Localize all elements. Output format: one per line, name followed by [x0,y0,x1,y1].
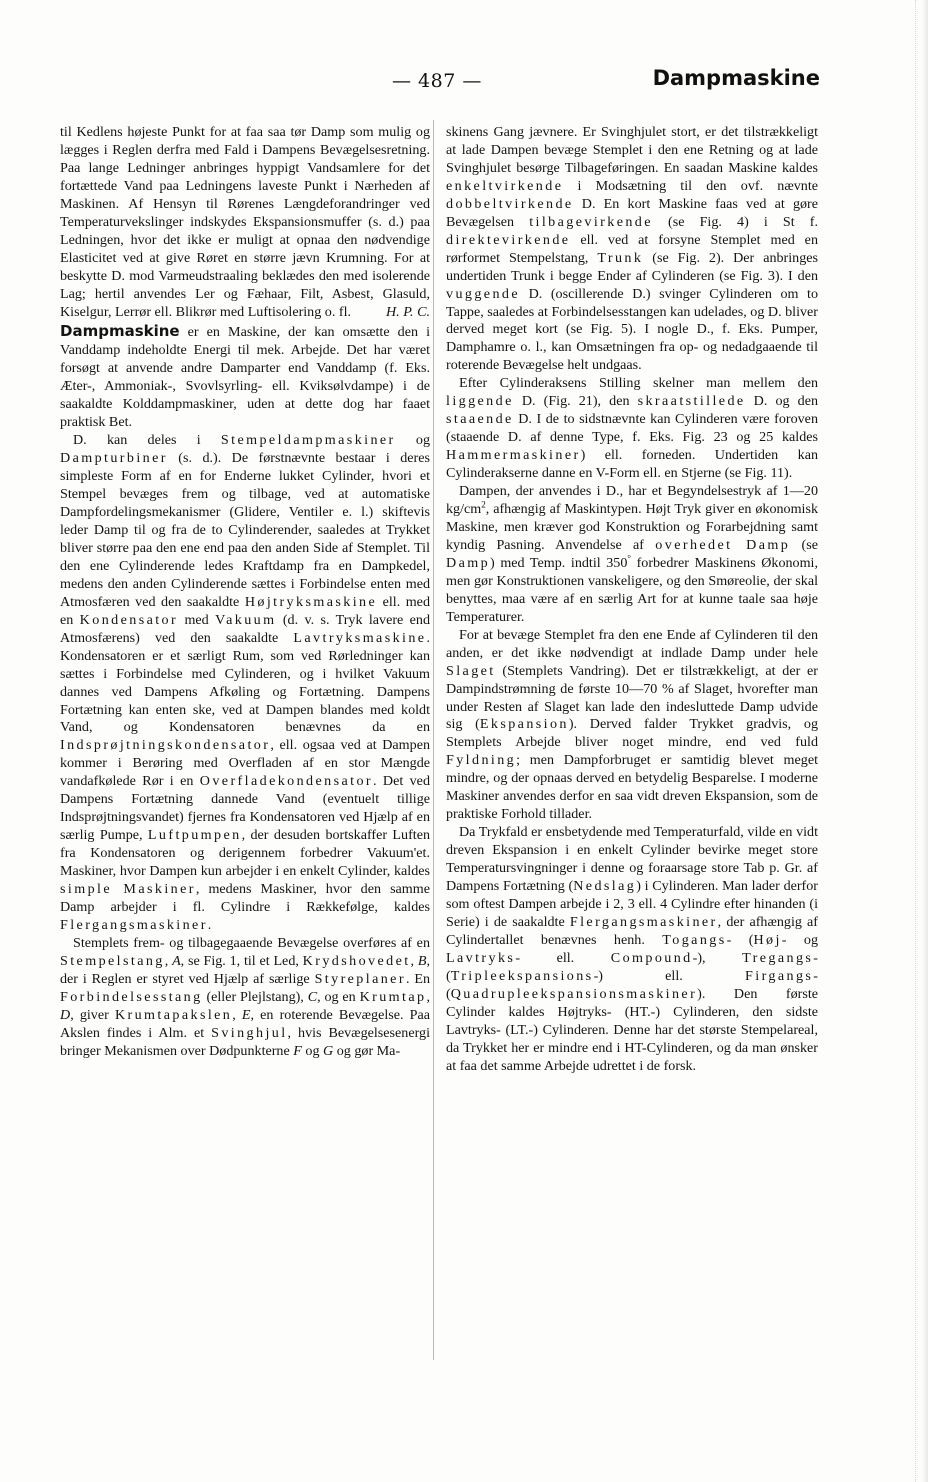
paragraph-text: til Kedlens højeste Punkt for at faa saa tør Damp som mulig og lægges i Reglen derfra med Fald i Dampens Bevægelsesretning. Paa lange Ledninger anbringes hyppigt Vandsamlere for det fortættede Vand paa Ledningens laveste Punkt i Nærheden af Maskinen. Af Hensyn til Rørenes Længdeforandringer ved Temperaturvekslinger indskydes Ekspansionsmuffer (s. d.) paa Ledningen, hvor det ikke er muligt at opnaa den nødvendige Elasticitet ved at give Røret en større jævn Krumning. For at beskytte D. mod Varmeudstraaling beklædes den med isolerende Lag; hertil anvendes Ler og Fæhaar, Filt, Asbest, Glasuld, Kiselgur, Lerrør ell. Blikrør med Luftisolering o. fl. [60,124,430,320]
spaced-term: Vakuum [215,611,277,628]
figure-letter: A [172,952,181,969]
paragraph-text: er en Maskine, der kan omsætte den i Vanddamp indeholdte Energi til mek. Arbejde. Det har været forsøgt at anvende andre Damparter end Vanddamp (f. Eks. Æter-, Ammoniak-, Svovlsyrling- ell. Kviksølvdampe) i de saakaldte Kolddampmaskiner, uden at dette dog har faaet praktisk Bet. [60,324,430,431]
text: ; men Dampforbruget er samtidig blevet meget mindre, og der opnaas derved en betydelig Besparelse. I moderne Maskiner anvendes derfor en saa vidt dreven Ekspansion, som de praktiske Forhold tillader. [446,752,818,823]
text: ell. med en [60,593,430,628]
running-head: Dampmaskine [652,66,820,90]
spaced-term: Flergangsmaskiner [569,913,718,930]
text: , se Fig. 1, til et Led, [180,952,303,969]
text: , [410,952,418,969]
text: D. kan deles i [73,432,221,449]
text: . En [405,970,431,987]
text: (eller Plejlstang), [202,988,308,1005]
text: ell. ved at forsyne Stemplet med en rørformet Stempelstang, [446,231,818,266]
text: D. En kort Maskine faas ved at gøre Bevægelsen [446,195,818,230]
entry-headword: Dampmaskine [60,322,180,341]
text: . Det ved Dampens Fortætning dannede Vand (eventuelt tillige Indsprøjtningsvandet) fjernes fra Kondensatoren ved Hjælp af en særlig Pumpe, [60,773,430,844]
text: , der desuden bortskaffer Luften fra Kondensatoren og derigennem forbedrer Vakuum'et. Maskiner, hvor Dampen kun arbejder i en enkelt Cylinder, kaldes [60,827,430,880]
text: , [164,952,173,969]
paragraph [446,483,818,627]
paragraph [60,935,430,1061]
spaced-term: Nedslag [573,878,637,895]
paragraph [446,824,818,1075]
superscript: ° [627,553,631,564]
spaced-term: skraatstillede [637,393,746,410]
spaced-term: Krumtapakslen [114,1006,233,1023]
text: (s. d.). De førstnævnte bestaar i deres simpleste Form af en for Enderne lukket Cylinder, hvori et Stempel bevæges frem og tilbage, ved at automatiske Dampfordelingsmekanismer (Glidere, Ventiler e. l.) skiftevis leder Damp til og fra de to Cylinderender, saaledes at Trykket bliver større paa den ene end paa den anden Side af Stemplet. Til den ene Cylinderende ledes Kraftdamp fra en Dampkedel, medens den anden Cylinderende sættes i Forbindelse enten med Atmosfæren ved den saakaldte [60,450,430,610]
scan-edge-shadow [922,0,928,1482]
spaced-term: Lavtryks [446,949,516,966]
spaced-term: Trunk [597,249,644,266]
text: og [301,1042,324,1059]
text: (Stemplets Vandring). Det er tilstrækkeligt, at der er Dampindstrømning de første 10—70 % af Slaget, hvorefter man under Resten af Slaget kan lade den indesluttede Damp udvide sig ( [446,662,818,733]
text: Stemplets frem- og tilbagegaaende Bevægelse overføres af en [73,934,430,951]
spaced-term: Dampturbiner [60,450,168,467]
spaced-term: Overfladekondensator [199,773,374,790]
text: , en roterende Bevægelse. Paa Akslen findes i Alm. et [60,1006,430,1041]
spaced-term: Hammermaskiner [446,447,581,464]
spaced-term: Højtryksmaskine [244,593,378,610]
text: ) i Cylinderen. Man lader derfor som oftest Dampen arbejde i 2, 3 ell. 4 Cylindre efter hinanden (i Serie) i de saakaldte [446,878,818,930]
entry-paragraph [60,323,430,432]
text: , ell. ogsaa ved at Dampen kommer i Berøring med Overfladen af en stor Mængde vandafkølede Rør i en [60,737,430,790]
spaced-term: Stempelstang [60,952,165,969]
text: , der afhængig af Cylindertallet benævnes henh. [446,913,818,948]
spaced-term: Stempeldampmaskiner [220,432,396,449]
spaced-term: enkeltvirkende [446,177,564,194]
spaced-term: simple Maskiner [60,881,196,898]
text: og gør Ma- [333,1042,401,1059]
spaced-term: Høj [753,931,782,948]
spaced-term: Lavtryksmaskine [293,629,427,646]
spaced-term: Krydshovedet [302,952,411,969]
author-signature: H. P. C. [386,303,430,320]
text: - ( [446,949,818,984]
text: D. I de to sidstnævnte kan Cylinderen være foroven (staaende D. af denne Type, f. Eks. Fig. 23 og 25 kaldes [446,411,818,446]
paragraph [60,432,430,935]
text: - ell. [515,949,611,966]
spaced-term: Forbindelsesstang [60,988,203,1005]
text: og [395,432,430,449]
paragraph [60,124,430,321]
right-column [446,124,818,1076]
spaced-term: Tregangs [742,949,814,966]
spaced-term: Kondensator [79,611,179,628]
text: Efter Cylinderaksens Stilling skelner man mellem den [459,375,818,392]
text: (d. v. s. Tryk lavere end Atmosfærens) ved den saakaldte [60,611,431,646]
spaced-term: direktevirkende [446,231,571,248]
text: ) med Temp. indtil 350 [490,554,628,571]
spaced-term: liggende [446,393,514,410]
text: ). Derved falder Trykket gradvis, og Stemplets Arbejde bliver noget mindre, end ved fuld [446,716,818,751]
text: - ( [726,931,754,948]
spaced-term: Svinghjul [211,1024,288,1041]
text: ) ell. forneden. Undertiden kan Cylinderakserne danne en V-Form ell. en Stjerne (se Fig. 11). [446,447,818,482]
text: , der i Reglen er styret ved Hjælp af særlige [60,952,430,987]
spaced-term: Flergangsmaskiner [60,916,208,933]
paragraph [446,627,818,824]
text: skinens Gang jævnere. Er Svinghjulet stort, er det tilstrækkeligt at lade Dampen bevæge Stemplet i den ene Retning og at lade Svinghjulet besørge Tilbageføringen. En saadan Maskine kaldes [446,124,818,176]
spaced-term: Firgangs [745,967,814,984]
text: ). Den første Cylinder kaldes Højtryks- (HT.-) Cylinderen, den sidste Lavtryks- (LT.-) Cylinderen. Denne har det største Stempelareal, da Trykket her er mindre end i HT-Cylinderen, og da man ønsker at faa det samme Arbejde udrettet i de forsk. [446,985,818,1074]
text: , [232,1006,242,1023]
text: For at bevæge Stemplet fra den ene Ende af Cylinderen til den anden, er det ikke nødvendigt at indlade Damp under hele [446,626,818,661]
text: D. og den [745,393,818,410]
text: Da Trykfald er ensbetydende med Temperaturfald, vilde en vidt dreven Ekspansion i en enkelt Cylinder bevirke meget store Temperatursvingninger i denne og foraarsage store Tab p. Gr. af Dampens Fortætning ( [446,824,818,895]
text: , og en [317,988,360,1005]
spaced-term: staaende [446,411,514,428]
text: , hvis Bevægelsesenergi bringer Mekanismen over Dødpunkterne [60,1024,430,1059]
figure-letter: F [293,1042,302,1059]
spaced-term: tilbagevirkende [529,213,653,230]
text: (se Fig. 2). Der anbringes undertiden Trunk i begge Ender af Cylinderen (se Fig. 3). I den [446,249,818,284]
text: -) ell. [593,967,746,984]
spaced-term: Tripleekspansions [450,967,594,984]
text: (se [790,536,818,553]
spaced-term: vuggende [446,285,520,302]
text: D. (Fig. 21), den [513,393,638,410]
text: . [207,916,212,933]
text: Dampen, der anvendes i D., har et Begyndelsestryk af 1—20 kg/cm [446,483,818,518]
paragraph [446,124,818,375]
paragraph [446,375,818,483]
spaced-term: Luftpumpen [147,827,242,844]
spaced-term: Ekspansion [479,716,569,733]
spaced-term: Compound [610,949,693,966]
text: D. (oscillerende D.) svinger Cylinderen om to Tappe, saaledes at Forbindelsesstangen kan udelades, og D. bliver derved meget kort (se Fig. 5). I nogle D., f. Eks. Pumper, Damphamre o. l., kan Omsætningen fra op- og nedadgaaende til roterende Bevægelse helt undgaas. [446,285,818,374]
text: , afhængig af Maskintypen. Højt Tryk giver en økonomisk Maskine, men kræver god Konstruktion og Forarbejdning samt kyndig Pasning. Anvendelse af [446,501,818,553]
superscript: 2 [481,499,486,510]
text: , [426,988,430,1005]
spaced-term: Slaget [446,662,496,679]
text: i Modsætning til den ovf. nævnte [563,177,818,194]
text: forbedrer Maskinens Økonomi, men gør Konstruktionen vanskeligere, og den Smøreolie, der skal benyttes, maa være af en særlig Art for at kunne taale saa høje Temperaturer. [446,554,818,625]
spaced-term: dobbeltvirkende [446,195,574,212]
scan-edge-dots [915,0,918,1482]
text: , giver [70,1006,115,1023]
text: , medens Maskiner, hvor den samme Damp arbejder i fl. Cylindre i Rækkefølge, kaldes [60,881,430,915]
figure-letter: D [60,1006,71,1023]
figure-letter: B [417,952,427,969]
spaced-term: Damp [446,554,491,571]
spaced-term: Indsprøjtningskondensator [60,737,271,754]
column-divider [433,120,434,1360]
spaced-term: overhedet Damp [655,536,791,553]
spaced-term: Fyldning [446,752,517,769]
text: . Kondensatoren er et særligt Rum, som ved Rørledninger kan sættes i Forbindelse med Cylinderen, og i hvilket Vakuum dannes ved Dampens Afkøling og Fortætning. Dampens Fortætning kan enten ske, ved at Dampen blandes med koldt Vand, og Kondensatoren benævnes da en [60,629,430,736]
left-column [60,124,430,1061]
page-number: — 487 — [392,70,482,92]
figure-letter: E [241,1006,251,1023]
text: - ( [446,967,818,1002]
text: med [178,611,216,628]
spaced-term: Togangs [662,931,727,948]
spaced-term: Quadrupleekspansionsmaskiner [450,985,698,1002]
text: (se Fig. 4) i St f. [652,213,818,230]
spaced-term: Styreplaner [314,970,406,987]
spaced-term: Krumtap [359,988,427,1005]
figure-letter: G [323,1042,334,1059]
figure-letter: C [307,988,318,1005]
text: - og [781,931,818,948]
text: -), [692,949,743,966]
